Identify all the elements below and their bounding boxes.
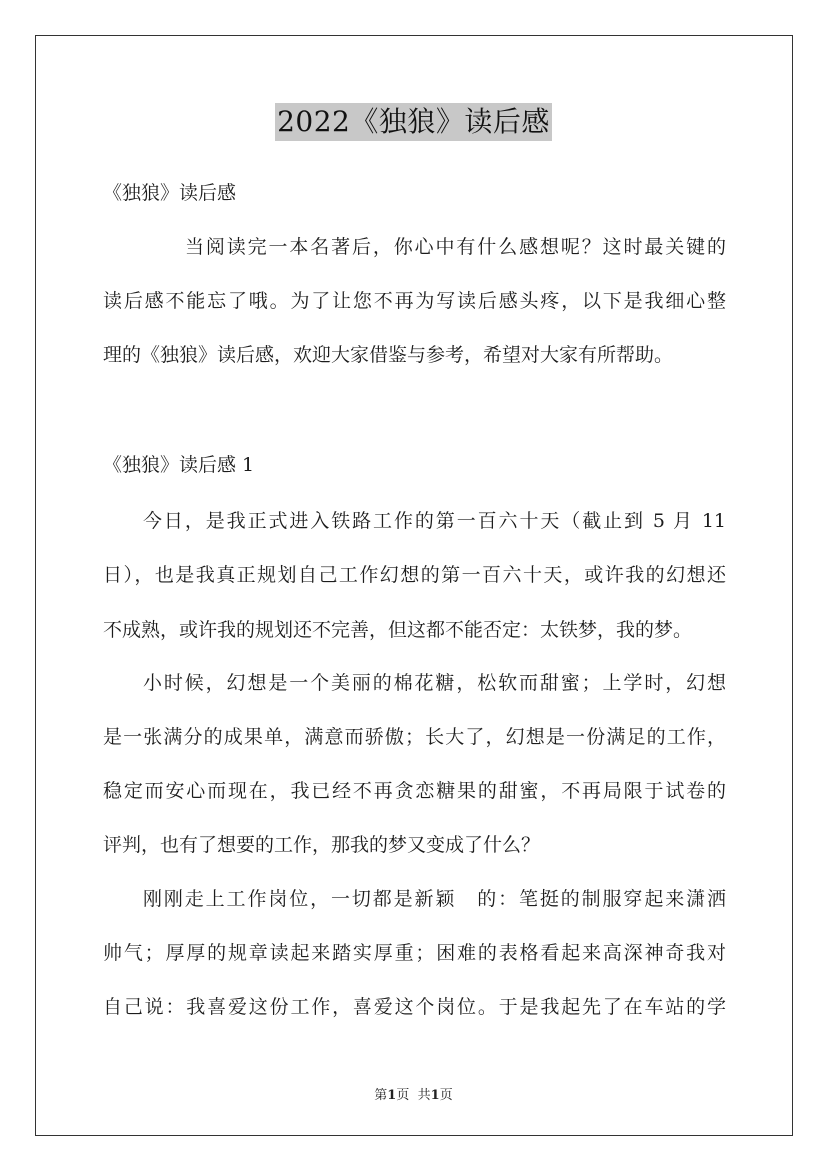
intro-line-2: 读后感不能忘了哦。为了让您不再为写读后感头疼，以下是我细心整 <box>103 290 726 312</box>
total-suffix: 页 <box>439 1088 453 1103</box>
total-pages: 1 <box>430 1088 440 1103</box>
p1-line-2: 日），也是我真正规划自己工作幻想的第一百六十天，或许我的幻想还 <box>103 564 726 586</box>
p2-line-2: 是一张满分的成果单，满意而骄傲；长大了，幻想是一份满足的工作， <box>103 726 726 748</box>
total-prefix: 共 <box>417 1088 431 1103</box>
subtitle: 《独狼》读后感 <box>103 182 237 204</box>
p1-line-1: 今日，是我正式进入铁路工作的第一百六十天（截止到 5 月 11 <box>143 510 726 532</box>
p2-line-4: 评判，也有了想要的工作，那我的梦又变成了什么？ <box>103 834 541 856</box>
p2-line-3: 稳定而安心而现在，我已经不再贪恋糖果的甜蜜，不再局限于试卷的 <box>103 780 726 802</box>
page-footer <box>0 1084 827 1103</box>
page-number: 1 <box>387 1088 397 1103</box>
p3-line-2: 帅气；厚厚的规章读起来踏实厚重；困难的表格看起来高深神奇我对 <box>103 942 726 964</box>
intro-line-3: 理的《独狼》读后感，欢迎大家借鉴与参考，希望对大家有所帮助。 <box>103 344 674 366</box>
intro-line-1: 当阅读完一本名著后，你心中有什么感想呢？这时最关键的 <box>185 236 726 258</box>
p2-line-1: 小时候，幻想是一个美丽的棉花糖，松软而甜蜜；上学时，幻想 <box>143 672 726 694</box>
title-container <box>0 103 827 141</box>
page-suffix: 页 <box>396 1088 410 1103</box>
p3-line-3: 自己说：我喜爱这份工作，喜爱这个岗位。于是我起先了在车站的学 <box>103 996 726 1018</box>
document-title: 2022《独狼》读后感 <box>275 103 552 141</box>
p3-line-1: 刚刚走上工作岗位，一切都是新颖 的：笔挺的制服穿起来潇洒 <box>143 888 726 910</box>
page-prefix: 第 <box>374 1088 388 1103</box>
section-heading: 《独狼》读后感 1 <box>103 454 255 476</box>
p1-line-3: 不成熟，或许我的规划还不完善，但这都不能否定：太铁梦，我的梦。 <box>103 619 693 641</box>
